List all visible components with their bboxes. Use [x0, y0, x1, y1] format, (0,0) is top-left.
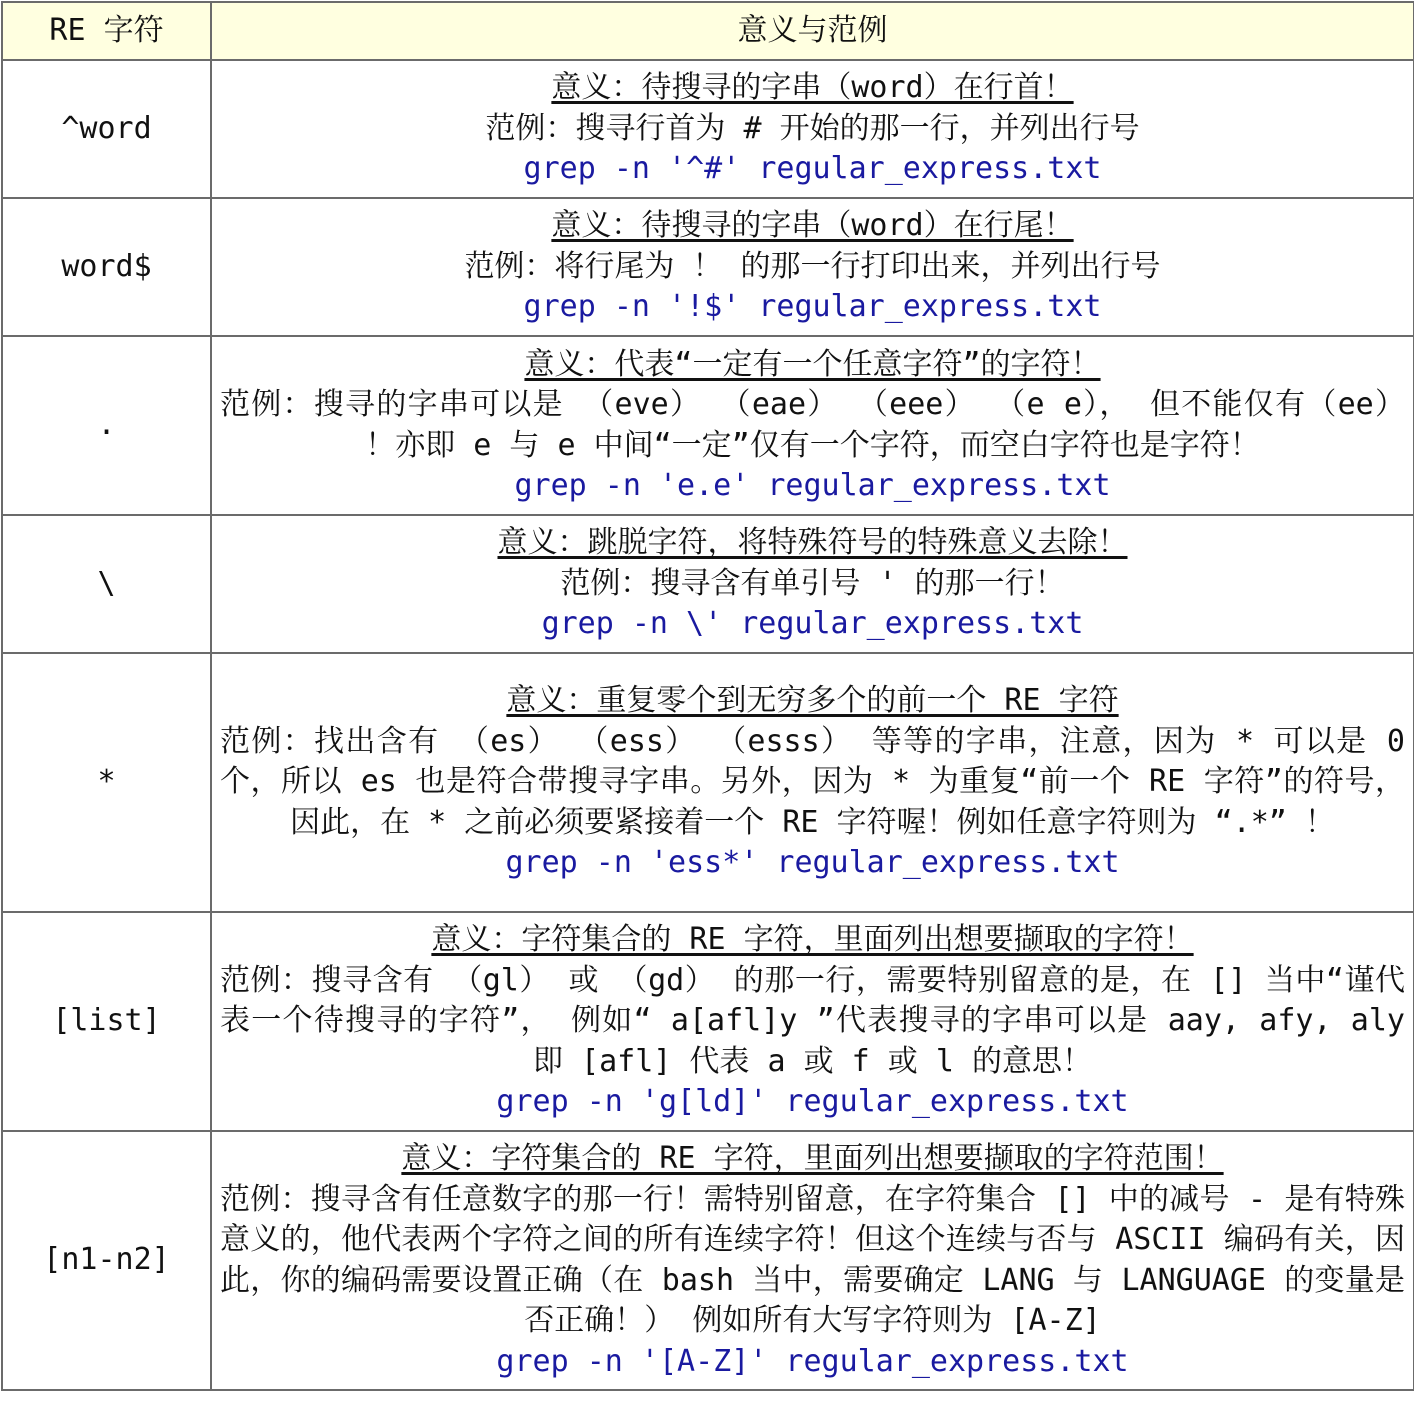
- re-symbol: ^word: [2, 60, 211, 198]
- command-text: grep -n \' regular_express.txt: [541, 606, 1084, 642]
- description-cell: [211, 912, 1414, 1131]
- example-text: 范例：搜寻含有任意数字的那一行！需特别留意，在字符集合 [] 中的减号 - 是有特殊意义的，他代表两个字符之间的所有连续字符！但这个连续与否与 ASCII 编码有关，因此，你的编码需要设置正确（在 bash 当中，需要确定 LANG 与 LANGUAGE 的变量是否正确！） 例如所有大写字符则为 [A-Z]: [220, 1181, 1405, 1338]
- command-text: grep -n 'e.e' regular_express.txt: [514, 468, 1111, 503]
- meaning-text: 意义：重复零个到无穷多个的前一个 RE 字符: [506, 683, 1119, 719]
- table-row: [2, 336, 1414, 515]
- command-text: grep -n 'g[ld]' regular_express.txt: [496, 1084, 1129, 1120]
- example-text: 范例：搜寻的字串可以是 （eve） （eae） （eee） （e e）， 但不能仅有（ee） ！亦即 e 与 e 中间“一定”仅有一个字符，而空白字符也是字符！: [220, 387, 1405, 463]
- header-meaning-example: 意义与范例: [211, 2, 1414, 60]
- table-row: [2, 653, 1414, 912]
- table-row: [2, 198, 1414, 336]
- example-text: 范例：搜寻含有单引号 ' 的那一行！: [560, 565, 1065, 601]
- meaning-text: 意义：字符集合的 RE 字符，里面列出想要撷取的字符！: [431, 922, 1194, 958]
- meaning-text: 意义：代表“一定有一个任意字符”的字符！: [524, 346, 1101, 382]
- regex-reference-table: [1, 1, 1414, 1391]
- meaning-text: 意义：待搜寻的字串（word）在行尾！: [551, 208, 1074, 244]
- description-cell: [211, 198, 1414, 336]
- description-cell: [211, 653, 1414, 912]
- description-cell: [211, 515, 1414, 653]
- description-cell: [211, 1131, 1414, 1390]
- re-symbol: word$: [2, 198, 211, 336]
- example-text: 范例：将行尾为 ！ 的那一行打印出来，并列出行号: [464, 248, 1161, 284]
- table-row: [2, 515, 1414, 653]
- re-symbol: [list]: [2, 912, 211, 1131]
- table-row: [2, 60, 1414, 198]
- table-row: [2, 1131, 1414, 1390]
- description-cell: [211, 336, 1414, 515]
- re-symbol: \: [2, 515, 211, 653]
- meaning-text: 意义：待搜寻的字串（word）在行首！: [551, 70, 1074, 106]
- command-text: grep -n '^#' regular_express.txt: [523, 151, 1102, 187]
- header-re-char: RE 字符: [2, 2, 211, 60]
- re-symbol: .: [2, 336, 211, 515]
- table-row: [2, 912, 1414, 1131]
- meaning-text: 意义：字符集合的 RE 字符，里面列出想要撷取的字符范围！: [401, 1141, 1224, 1176]
- re-symbol: *: [2, 653, 211, 912]
- command-text: grep -n 'ess*' regular_express.txt: [505, 845, 1120, 881]
- command-text: grep -n '[A-Z]' regular_express.txt: [496, 1343, 1129, 1379]
- example-text: 范例：搜寻含有 （gl） 或 （gd） 的那一行，需要特别留意的是，在 [] 当中“谨代表一个待搜寻的字符”， 例如“ a[afl]y ”代表搜寻的字串可以是 aay, afy, aly 即 [afl] 代表 a 或 f 或 l 的意思！: [220, 962, 1405, 1079]
- example-text: 范例：找出含有 （es） （ess） （esss） 等等的字串，注意，因为 * 可以是 0 个，所以 es 也是符合带搜寻字串。另外，因为 * 为重复“前一个 RE 字符”的符号， 因此，在 * 之前必须要紧接着一个 RE 字符喔！例如任意字符则为 “.*” ！: [220, 723, 1405, 840]
- example-text: 范例：搜寻行首为 # 开始的那一行，并列出行号: [485, 110, 1140, 146]
- re-symbol: [n1-n2]: [2, 1131, 211, 1390]
- meaning-text: 意义：跳脱字符，将特殊符号的特殊意义去除！: [497, 525, 1128, 561]
- description-cell: [211, 60, 1414, 198]
- table-header-row: [2, 2, 1414, 60]
- command-text: grep -n '!$' regular_express.txt: [523, 289, 1102, 325]
